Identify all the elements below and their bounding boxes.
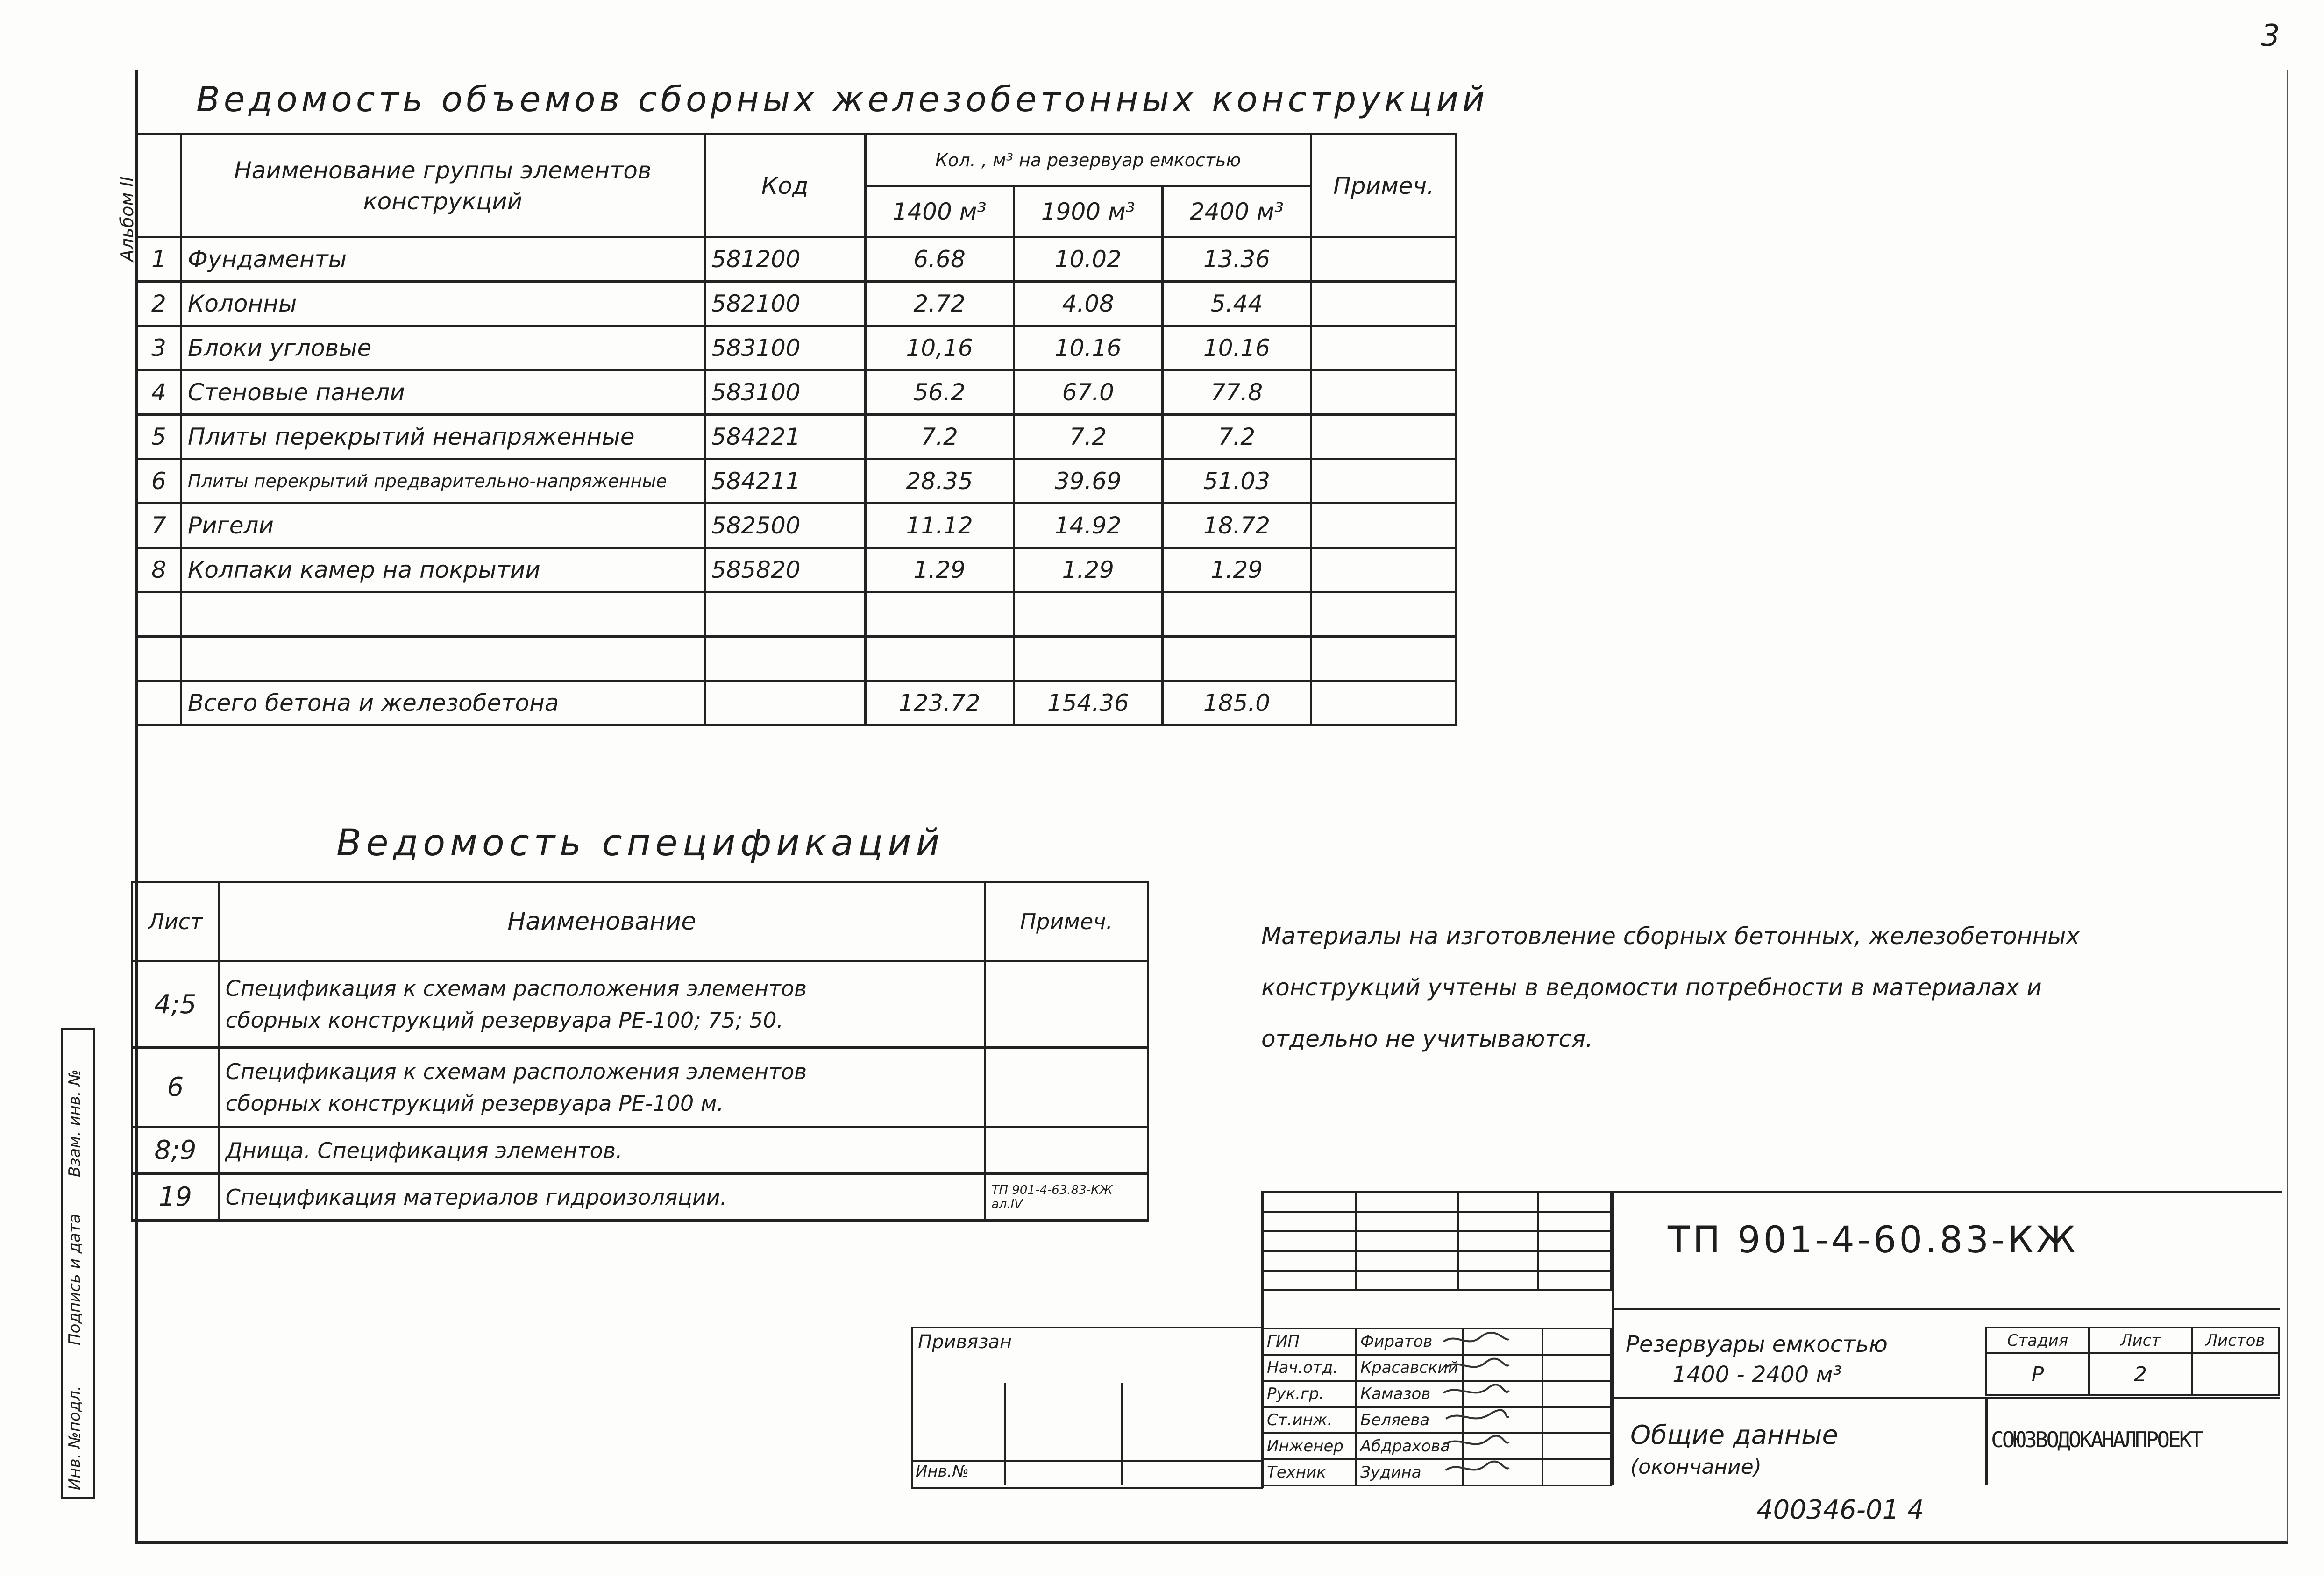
spec-name-header: Наименование xyxy=(219,882,985,961)
volumes-num-header xyxy=(137,135,181,237)
table-row-empty xyxy=(137,637,1457,681)
sheet-title-2: (окончание) xyxy=(1630,1455,1762,1479)
stage-label: Стадия xyxy=(1986,1328,2089,1353)
table-row: ГИП Фиратов xyxy=(1262,1328,1611,1355)
note-line-1: Материалы на изготовление сборных бетонных, железобетонных xyxy=(1261,923,2080,950)
table-row: 6 Спецификация к схемам расположения элементов сборных конструкций резервуара РЕ-100 м. xyxy=(132,1048,1148,1127)
table-row: 7 Ригели 582500 11.12 14.92 18.72 xyxy=(137,504,1457,548)
table-row: 4;5 Спецификация к схемам расположения элементов сборных конструкций резервуара РЕ-100; 75; 50. xyxy=(132,961,1148,1048)
sheet-value: 2 xyxy=(2089,1353,2192,1395)
object-line-1: Резервуары емкостью xyxy=(1626,1331,1888,1357)
archive-number: 400346-01 4 xyxy=(1756,1495,1924,1525)
stage-value: Р xyxy=(1986,1353,2089,1395)
spec-table xyxy=(131,881,1149,1222)
table-row: 8;9 Днища. Спецификация элементов. xyxy=(132,1127,1148,1174)
total-row: Всего бетона и железобетона 123.72 154.36 185.0 xyxy=(137,681,1457,725)
organization: СОЮЗВОДОКАНАЛПРОЕКТ xyxy=(1991,1427,2202,1452)
volumes-qty-header: Кол. , м³ на резервуар емкостью xyxy=(865,135,1311,186)
stamp-divider xyxy=(1612,1191,1614,1485)
sheet-title-1: Общие данные xyxy=(1630,1420,1838,1450)
page-number: 3 xyxy=(2261,19,2280,53)
roles-table xyxy=(1261,1328,1612,1486)
side-stamp-box xyxy=(61,1028,95,1499)
volumes-code-header: Код xyxy=(704,135,865,237)
table-row: Инженер Абдрахова xyxy=(1262,1433,1611,1459)
stamp-hline xyxy=(1612,1308,2280,1310)
note-line-2: конструкций учтены в ведомости потребности в материалах и xyxy=(1261,974,2042,1001)
table-row: 3 Блоки угловые 583100 10,16 10.16 10.16 xyxy=(137,326,1457,370)
object-line-2: 1400 - 2400 м³ xyxy=(1672,1362,1842,1388)
volumes-title: Ведомость объемов сборных железобетонных конструкций xyxy=(196,79,1489,120)
table-row: Техник Зудина xyxy=(1262,1459,1611,1485)
sheets-value xyxy=(2192,1353,2279,1395)
volumes-v1-header: 1400 м³ xyxy=(865,186,1014,237)
revision-grid xyxy=(1261,1191,1612,1291)
spec-sheet-header: Лист xyxy=(132,882,219,961)
spec-note-header: Примеч. xyxy=(985,882,1148,961)
sign-date-label: Подпись и дата xyxy=(65,1214,84,1345)
volumes-v2-header: 1900 м³ xyxy=(1014,186,1162,237)
volumes-table xyxy=(135,133,1457,726)
table-row: 4 Стеновые панели 583100 56.2 67.0 77.8 xyxy=(137,370,1457,415)
sheet-label: Лист xyxy=(2089,1328,2192,1353)
vzam-inv-label: Взам. инв. № xyxy=(65,1069,84,1177)
volumes-note-header: Примеч. xyxy=(1311,135,1457,237)
spec-title: Ведомость спецификаций xyxy=(336,822,945,864)
inv-no-label: Инв.№ xyxy=(916,1462,969,1481)
stamp-hline xyxy=(1612,1397,2280,1399)
sheets-label: Листов xyxy=(2192,1328,2279,1353)
note-line-3: отдельно не учитываются. xyxy=(1261,1025,1593,1052)
table-row: 19 Спецификация материалов гидроизоляции. ТП 901-4-63.83-КЖ ал.IV xyxy=(132,1174,1148,1221)
table-row: 6 Плиты перекрытий предварительно-напряженные 584211 28.35 39.69 51.03 xyxy=(137,459,1457,504)
table-row: 8 Колпаки камер на покрытии 585820 1.29 1.29 1.29 xyxy=(137,548,1457,592)
privyazan-label: Привязан xyxy=(918,1331,1012,1353)
table-row: 1 Фундаменты 581200 6.68 10.02 13.36 xyxy=(137,237,1457,282)
table-row: Нач.отд. Красавский xyxy=(1262,1355,1611,1381)
inv-orig-label: Инв. №подл. xyxy=(65,1385,84,1490)
table-row: Ст.инж. Беляева xyxy=(1262,1407,1611,1433)
table-row: 5 Плиты перекрытий ненапряженные 584221 7.2 7.2 7.2 xyxy=(137,415,1457,459)
table-row: 2 Колонны 582100 2.72 4.08 5.44 xyxy=(137,282,1457,326)
doc-code: ТП 901-4-60.83-КЖ xyxy=(1668,1219,2078,1261)
volumes-v3-header: 2400 м³ xyxy=(1162,186,1311,237)
table-row: Рук.гр. Камазов xyxy=(1262,1381,1611,1407)
signatures-drawing xyxy=(1439,1328,1514,1485)
volumes-name-header: Наименование группы элементов конструкций xyxy=(181,135,704,237)
stage-table xyxy=(1985,1327,2280,1396)
album-label: Альбом II xyxy=(117,176,137,262)
table-row-empty xyxy=(137,592,1457,637)
